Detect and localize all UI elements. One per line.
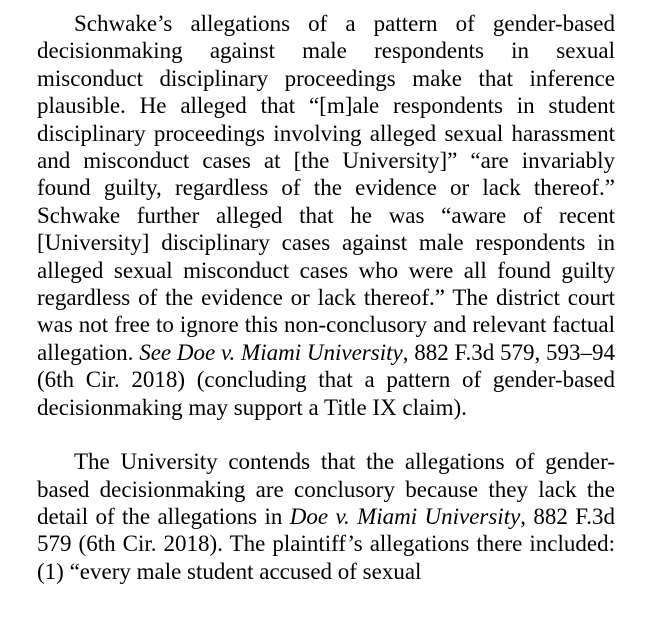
- paragraph-1-text-cont: , 882 F.3d 579, 593–94 (6th Cir. 2018) (concluding that a pattern of gender-based decisionmaking may support a Title IX claim).: [37, 339, 616, 420]
- paragraph-2-text: The University contends that the allegations of gender-based decisionmaking are conclusory because they lack the detail of the allegations in: [37, 449, 615, 529]
- document-page: [37, 10, 615, 585]
- paragraph-1: [37, 10, 615, 421]
- paragraph-2-case-name: Doe v. Miami University: [289, 503, 521, 529]
- paragraph-1-citation: See Doe v. Miami University: [139, 339, 403, 365]
- paragraph-2: [37, 448, 615, 585]
- paragraph-1-text: Schwake’s allegations of a pattern of gender-based decisionmaking against male respondents in sexual misconduct disciplinary proceedings make that inference plausible. He alleged that “[m]ale respondents in student disciplinary proceedings involving alleged sexual harassment and misconduct cases at [the University]” “are invariably found guilty, regardless of the evidence or lack thereof.” Schwake further alleged that he was “aware of recent [University] disciplinary cases against male respondents in alleged sexual misconduct cases who were all found guilty regardless of the evidence or lack thereof.” The district court was not free to ignore this non-conclusory and relevant factual allegation.: [37, 11, 615, 365]
- paragraph-2-text-cont: , 882 F.3d 579 (6th Cir. 2018). The plaintiff’s allegations there included: (1) “every male student accused of sexual: [37, 503, 615, 584]
